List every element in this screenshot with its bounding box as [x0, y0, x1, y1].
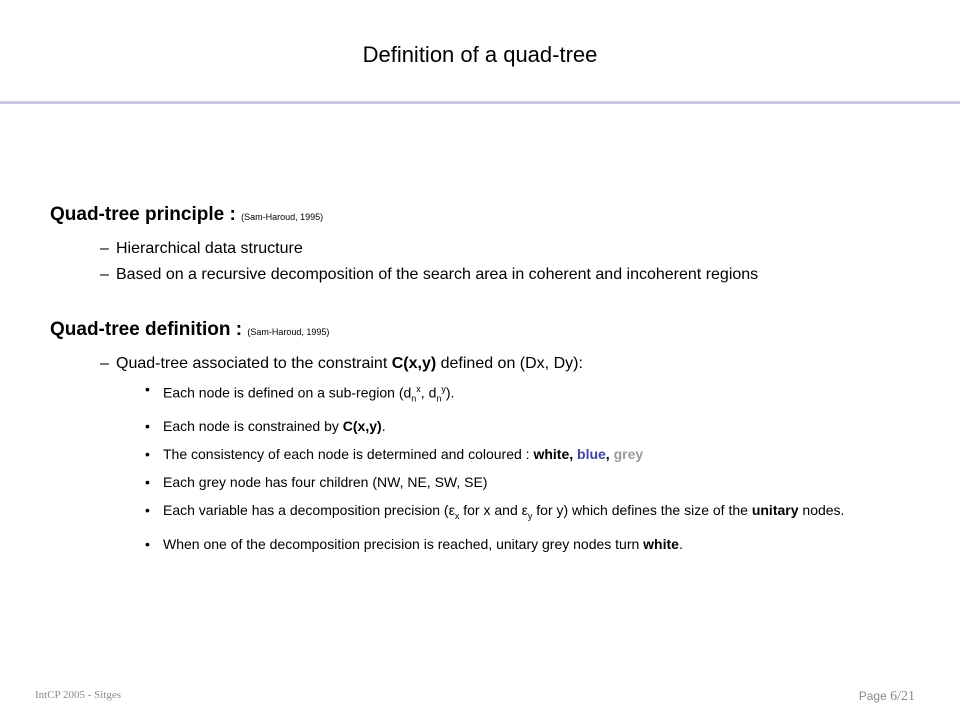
text-run: for y) which defines the size of the: [532, 502, 752, 519]
text-run: The consistency of each node is determined and coloured :: [163, 446, 534, 463]
bullet-item: [50, 473, 930, 491]
bullet-marker: •: [145, 446, 150, 463]
bullet-marker: •: [145, 536, 150, 553]
dash-marker: –: [100, 240, 109, 257]
constraint-name: C(x,y): [342, 418, 382, 435]
text-run: Each grey node has four children (NW, NE, SW, SE): [163, 474, 488, 491]
text-run: Quad-tree associated to the constraint: [116, 355, 392, 372]
dash-marker: –: [100, 266, 109, 283]
bullet-item: [50, 535, 930, 553]
separator: ,: [569, 446, 578, 463]
citation: (Sam-Haroud, 1995): [247, 327, 330, 337]
separator: ,: [605, 446, 614, 463]
epsilon-symbol: ε: [521, 502, 528, 519]
footer-page-number: [859, 689, 915, 705]
slide-body: [50, 202, 930, 553]
dash-marker: –: [100, 355, 109, 372]
list-item: [50, 264, 930, 285]
list-item: [50, 238, 930, 259]
bullet-item: [50, 417, 930, 435]
title-divider: [0, 101, 960, 104]
page-label: Page: [858, 689, 891, 703]
subscript: n: [436, 393, 442, 404]
superscript: y: [441, 384, 446, 394]
bullet-marker: •: [145, 502, 150, 519]
slide-title: Definition of a quad-tree: [362, 42, 598, 67]
superscript: x: [416, 384, 421, 394]
footer-conference: IntCP 2005 - Sitges: [35, 689, 122, 701]
section-heading-principle: [50, 202, 930, 230]
subscript: n: [411, 393, 417, 404]
heading-text: Quad-tree definition :: [50, 319, 243, 340]
color-word-blue: blue: [577, 446, 606, 463]
text-run: Each variable has a decomposition precision (: [163, 502, 449, 519]
text-run: When one of the decomposition precision is reached, unitary grey nodes turn: [163, 536, 644, 553]
color-word-white: white: [533, 446, 570, 463]
text-run: .: [678, 536, 683, 553]
text-run: Each node is defined on a sub-region (d: [163, 384, 412, 401]
text-run: .: [381, 418, 386, 435]
heading-text: Quad-tree principle :: [50, 204, 236, 225]
list-item-text: Hierarchical data structure: [116, 240, 303, 257]
bullet-item: [50, 445, 930, 463]
text-run: for x and: [459, 502, 522, 519]
text-run: nodes.: [798, 502, 845, 519]
list-item: [50, 353, 930, 374]
list-item-text: Based on a recursive decomposition of the search area in coherent and incoherent regions: [116, 266, 759, 283]
subscript: x: [454, 511, 460, 522]
emphasis: unitary: [751, 502, 799, 519]
citation: (Sam-Haroud, 1995): [241, 212, 324, 222]
bullet-item: [50, 501, 930, 525]
list-item-text: [100, 353, 930, 374]
epsilon-symbol: ε: [448, 502, 455, 519]
text-run: , d: [420, 384, 437, 401]
color-word-grey: grey: [613, 446, 644, 463]
subscript: y: [527, 511, 533, 522]
page-count: 6/21: [890, 689, 915, 704]
emphasis: white: [643, 536, 679, 553]
bullet-marker: •: [145, 381, 150, 397]
text-run: ).: [445, 384, 455, 401]
text-run: defined on (Dx, Dy):: [436, 355, 583, 372]
section-heading-definition: [50, 317, 930, 345]
bullet-marker: •: [145, 418, 150, 435]
text-run: Each node is constrained by: [163, 418, 343, 435]
bullet-item: [50, 380, 930, 407]
constraint-name: C(x,y): [391, 355, 437, 372]
bullet-marker: •: [145, 474, 150, 491]
